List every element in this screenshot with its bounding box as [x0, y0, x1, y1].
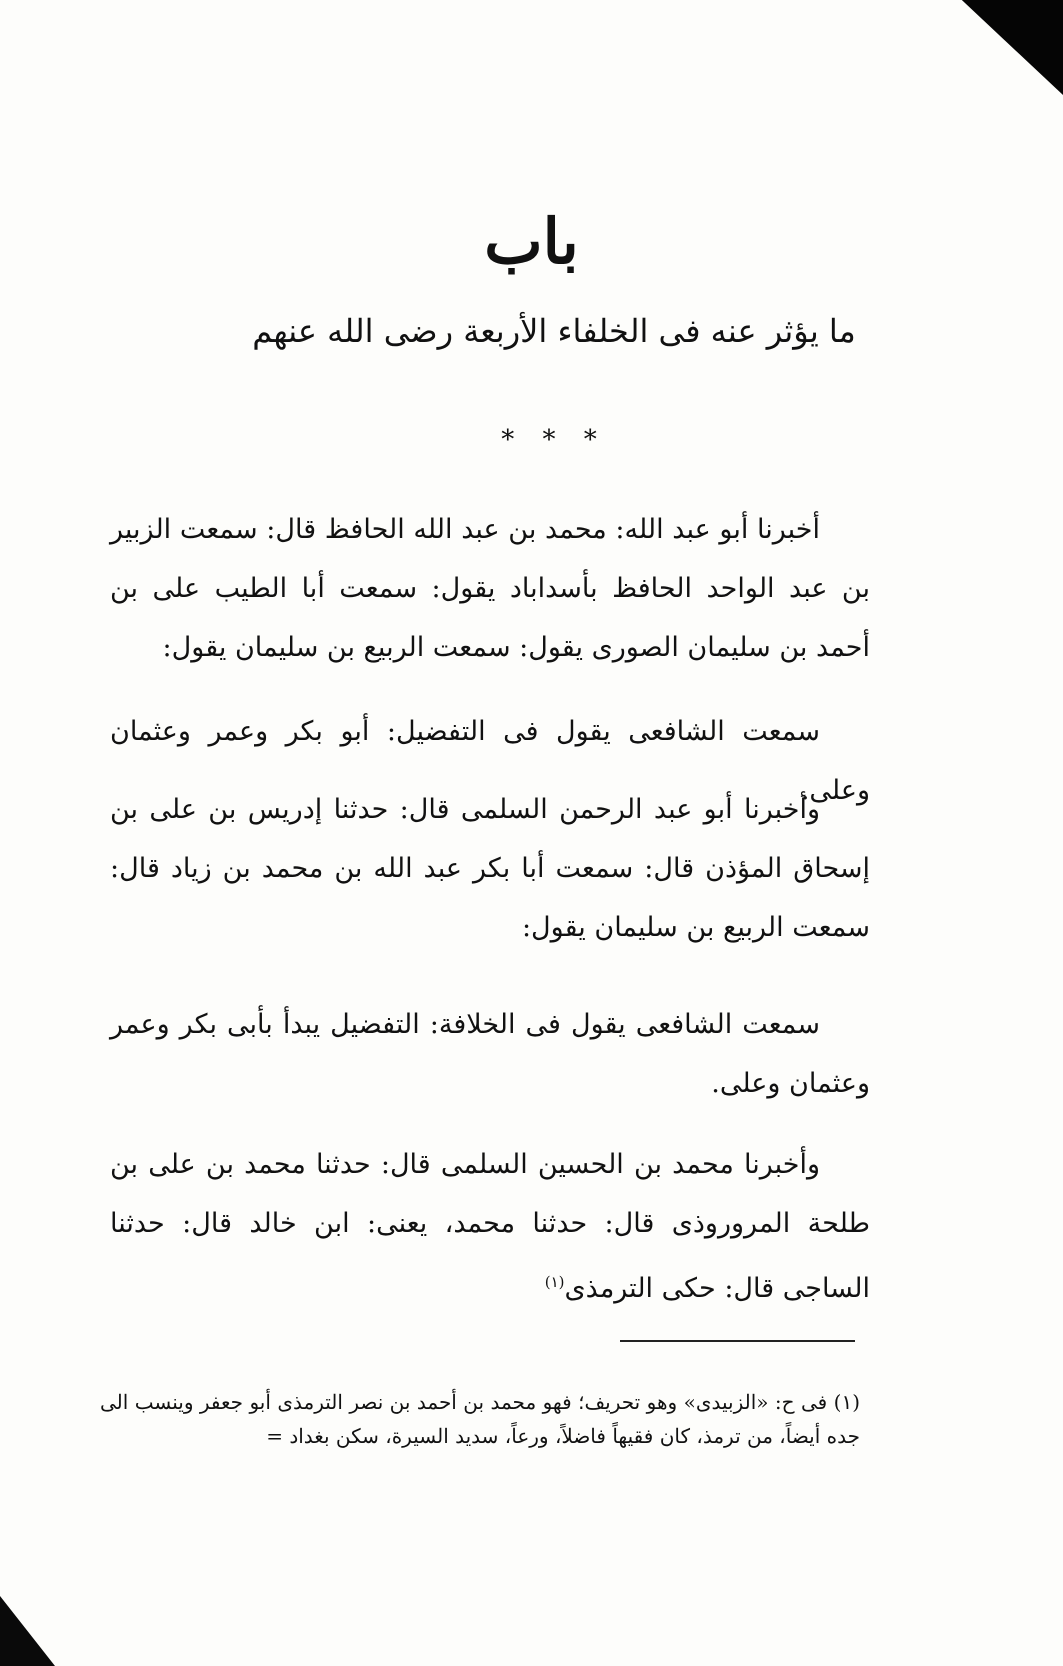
footnote-reference: (١): [544, 1273, 565, 1291]
section-separator: * * *: [501, 425, 607, 455]
paragraph-3: وأخبرنا أبو عبد الرحمن السلمى قال: حدثنا إدريس بن على بن إسحاق المؤذن قال: سمعت أبا بكر عبد الله بن محمد بن زياد قال: سمعت الربيع بن سليمان يقول:: [110, 794, 870, 943]
scan-corner-shadow: [953, 0, 1063, 95]
paragraph-1: أخبرنا أبو عبد الله: محمد بن عبد الله الحافظ قال: سمعت الزبير بن عبد الواحد الحافظ بأسداباد يقول: سمعت أبا الطيب على بن أحمد بن سليمان الصورى يقول: سمعت الربيع بن سليمان يقول:: [110, 514, 870, 663]
paragraph-2: سمعت الشافعى يقول فى التفضيل: أبو بكر وعمر وعثمان وعلى.: [110, 716, 870, 806]
paragraph-5-text: وأخبرنا محمد بن الحسين السلمى قال: حدثنا محمد بن على بن طلحة المروروذى قال: حدثنا محمد، يعنى: ابن خالد قال: حدثنا الساجى قال: حكى الترمذى: [110, 1149, 870, 1304]
paragraph-5: [110, 1135, 870, 1318]
chapter-subtitle: ما يؤثر عنه فى الخلفاء الأربعة رضى الله عنهم: [252, 312, 856, 350]
footnote-divider: [620, 1340, 855, 1342]
paragraph-4: سمعت الشافعى يقول فى الخلافة: التفضيل يبدأ بأبى بكر وعمر وعثمان وعلى.: [110, 1009, 870, 1099]
scan-corner-shadow-bottom: [0, 1596, 55, 1666]
footnote: (١) فى ح: «الزبيدى» وهو تحريف؛ فهو محمد بن أحمد بن نصر الترمذى أبو جعفر وينسب الى جده أيضاً، من ترمذ، كان فقيهاً فاضلاً، ورعاً، سديد السيرة، سكن بغداد =: [100, 1390, 860, 1448]
chapter-title: باب: [484, 205, 579, 278]
